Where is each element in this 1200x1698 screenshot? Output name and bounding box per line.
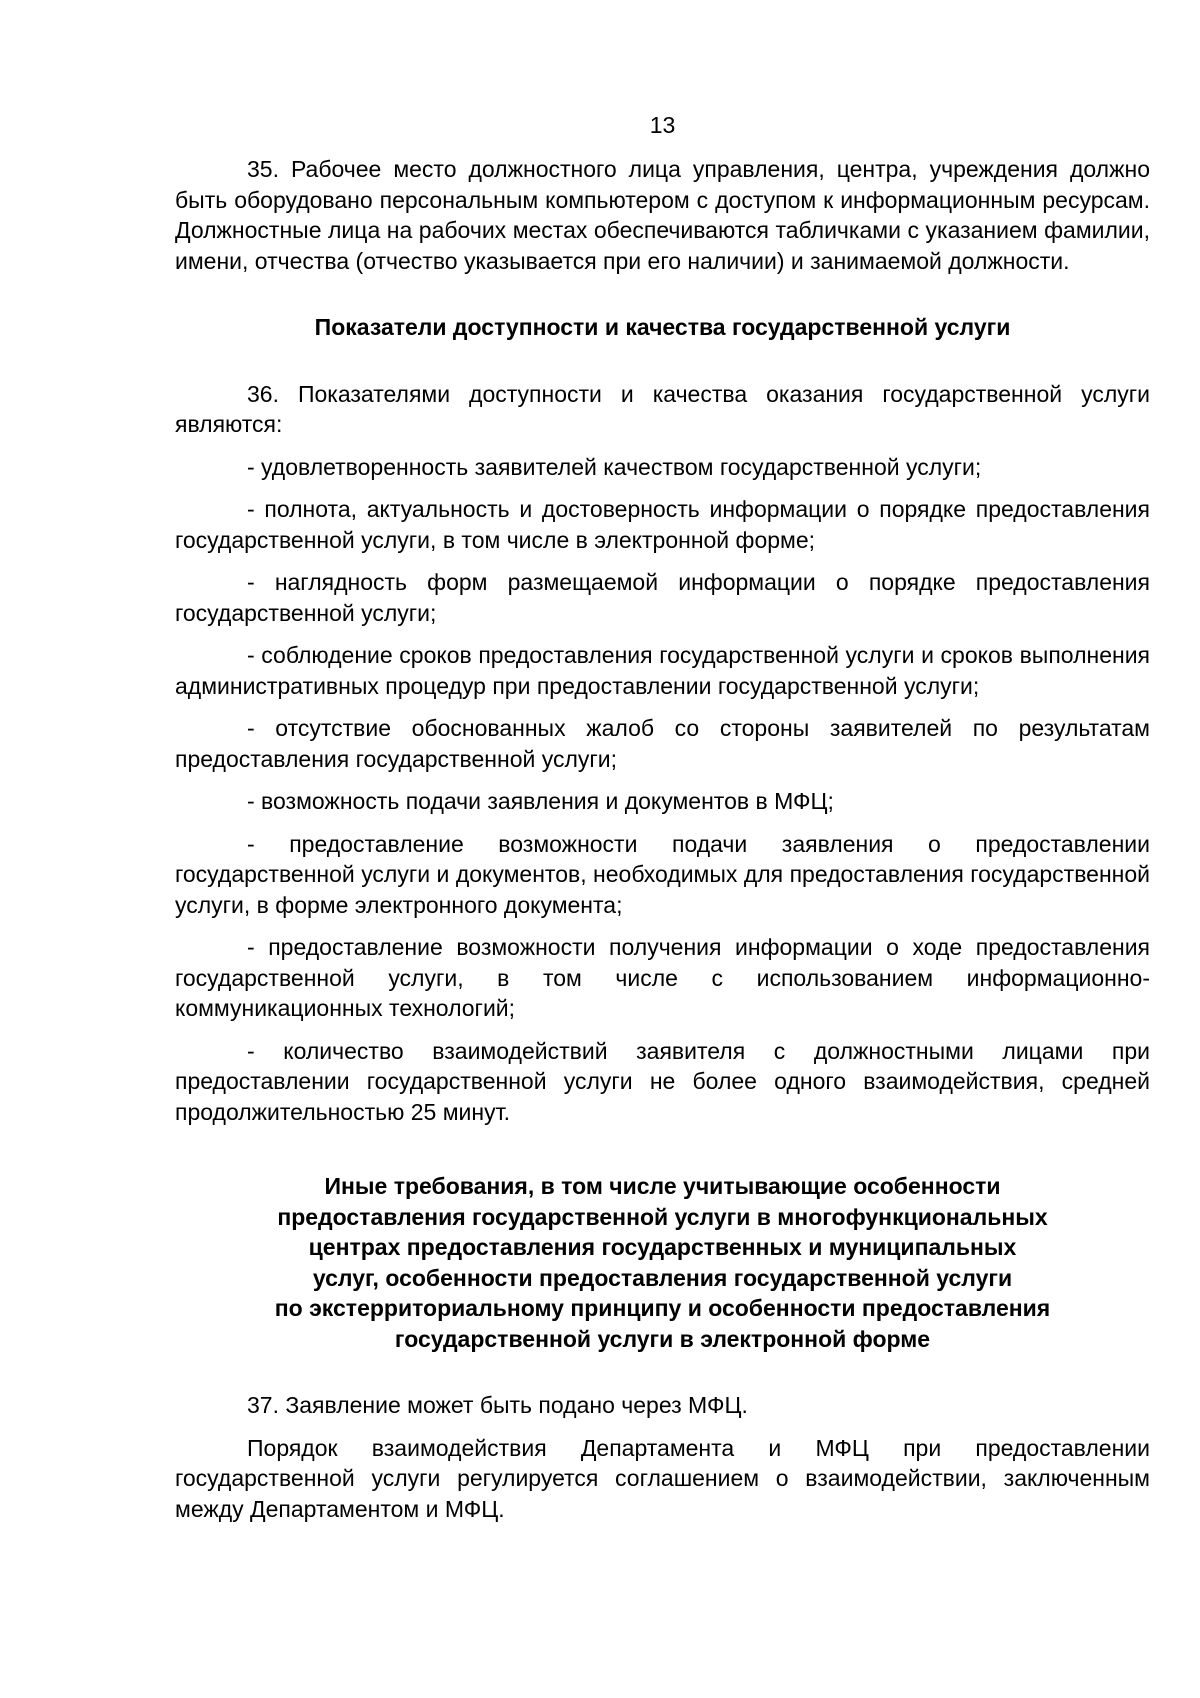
list-item: - отсутствие обоснованных жалоб со стороны заявителей по результатам предоставления государственной услуги; bbox=[175, 715, 1150, 772]
list-item: - количество взаимодействий заявителя с должностными лицами при предоставлении государственной услуги не более одного взаимодействия, средней продолжительностью 25 минут. bbox=[175, 1037, 1150, 1125]
list-item: - удовлетворенность заявителей качеством государственной услуги; bbox=[247, 453, 982, 480]
list-item: - соблюдение сроков предоставления государственной услуги и сроков выполнения административных процедур при предоставлении государственной услуги; bbox=[175, 642, 1150, 699]
list-item: - полнота, актуальность и достоверность информации о порядке предоставления государственной услуги, в том числе в электронной форме; bbox=[175, 496, 1150, 553]
paragraph-37-procedure: Порядок взаимодействия Департамента и МФЦ при предоставлении государственной услуги регулируется соглашением о взаимодействии, заключенным между Департаментом и МФЦ. bbox=[175, 1434, 1150, 1522]
list-item: - наглядность форм размещаемой информации о порядке предоставления государственной услуги; bbox=[175, 569, 1150, 626]
section-heading-other-requirements bbox=[175, 1171, 1150, 1354]
page-number: 13 bbox=[649, 112, 676, 138]
paragraph-36: 36. Показателями доступности и качества оказания государственной услуги являются: bbox=[175, 380, 1150, 437]
section-heading-accessibility: Показатели доступности и качества государственной услуги bbox=[314, 314, 1011, 340]
paragraph-35: 35. Рабочее место должностного лица управления, центра, учреждения должно быть оборудовано персональным компьютером с доступом к информационным ресурсам. Должностные лица на рабочих местах обеспечиваются табличками с указанием фамилии, имени, отчества (отчество указывается при его наличии) и занимаемой должности. bbox=[175, 156, 1150, 274]
heading-line: государственной услуги в электронной форме bbox=[394, 1325, 931, 1352]
heading-line: по экстерриториальному принципу и особенности предоставления bbox=[274, 1295, 1051, 1321]
list-item: - предоставление возможности подачи заявления о предоставлении государственной услуги и документов, необходимых для предоставления государственной услуги, в форме электронного документа; bbox=[175, 830, 1150, 918]
heading-line: центрах предоставления государственных и муниципальных bbox=[308, 1234, 1017, 1260]
paragraph-37: 37. Заявление может быть подано через МФЦ. bbox=[247, 1392, 748, 1418]
heading-line: услуг, особенности предоставления государственной услуги bbox=[312, 1264, 1013, 1291]
heading-line: Иные требования, в том числе учитывающие особенности bbox=[324, 1173, 1001, 1199]
list-item: - возможность подачи заявления и документов в МФЦ; bbox=[247, 788, 834, 814]
heading-line: предоставления государственной услуги в многофункциональных bbox=[277, 1203, 1048, 1230]
list-item: - предоставление возможности получения информации о ходе предоставления государственной услуги, в том числе с использованием информационно-коммуникационных технологий; bbox=[175, 934, 1150, 1021]
document-page bbox=[175, 110, 1150, 1536]
